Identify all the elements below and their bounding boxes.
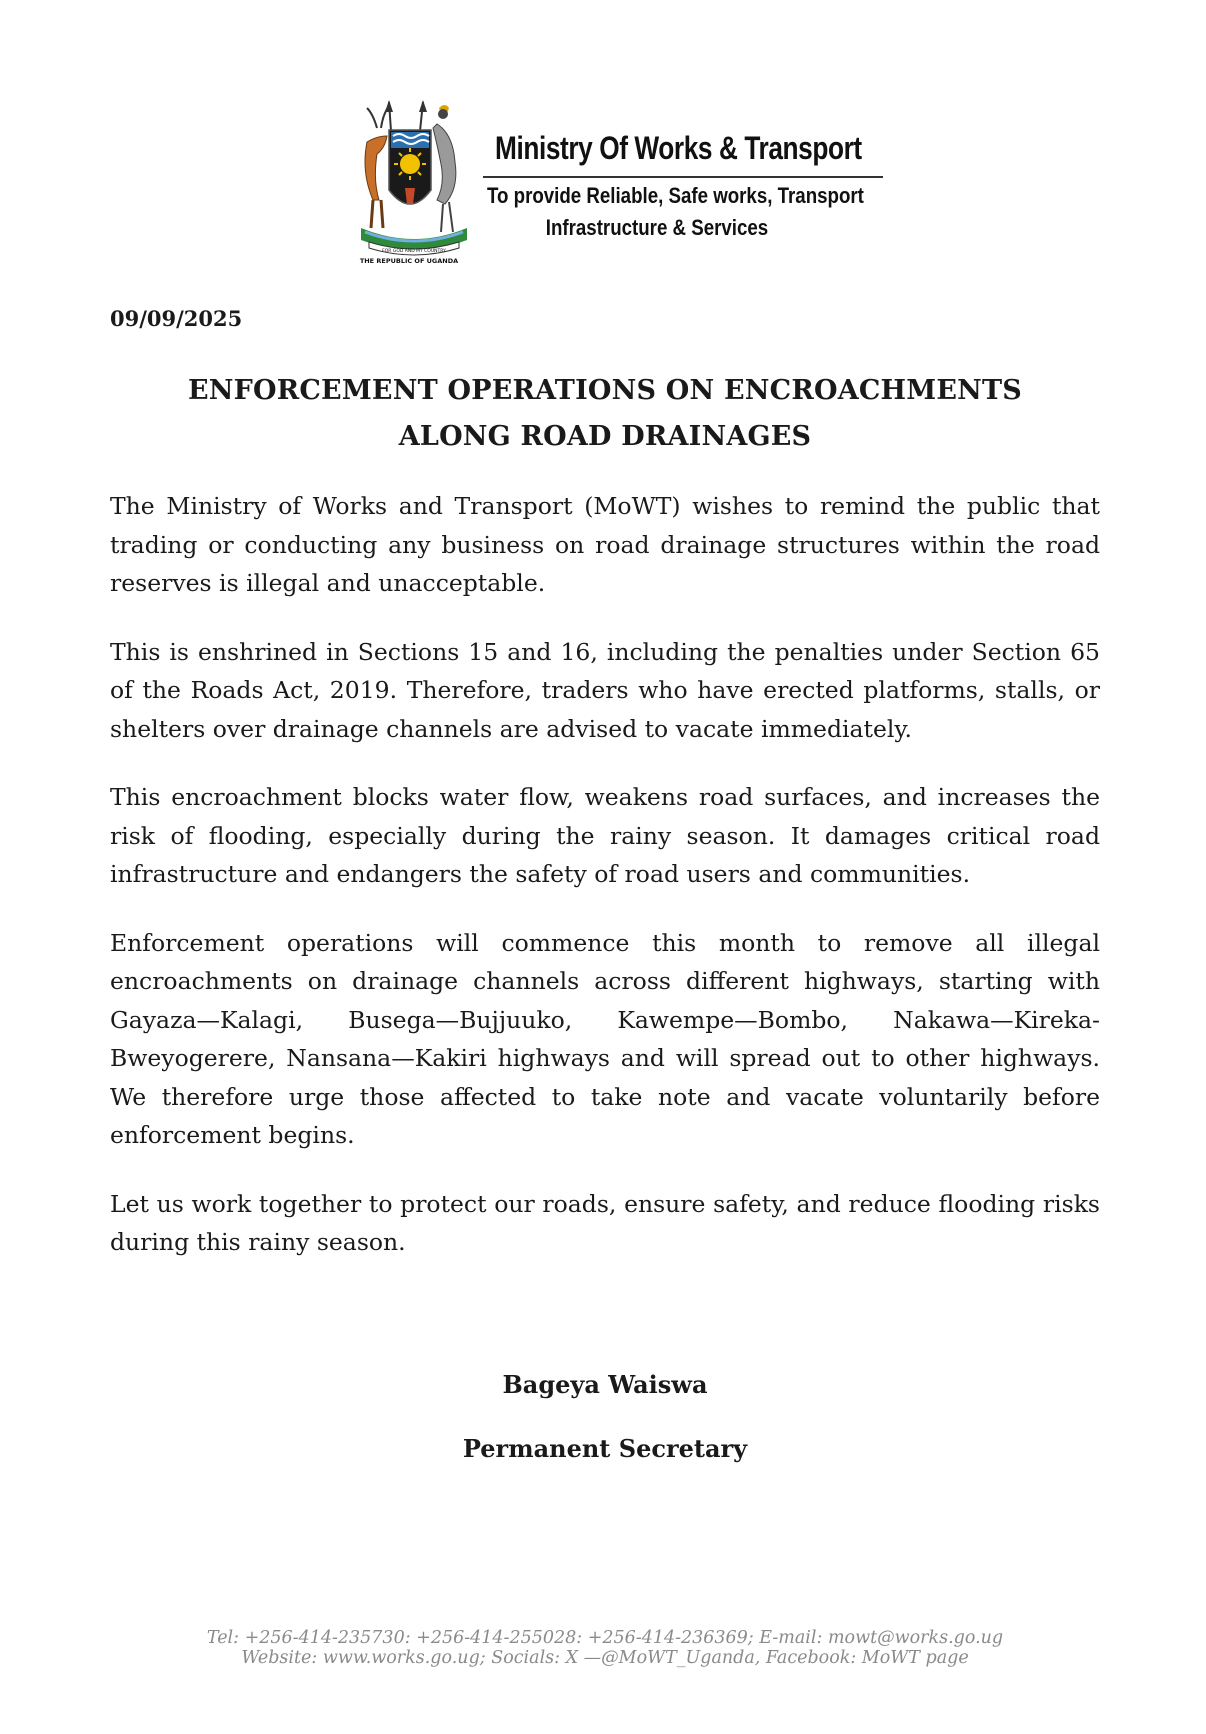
letterhead	[355, 100, 875, 265]
footer-contacts: Tel: +256-414-235730: +256-414-255028: +256-414-236369; E-mail: mowt@works.go.ug	[206, 1628, 1004, 1648]
document-date: 09/09/2025	[110, 306, 243, 331]
signatory-role: Permanent Secretary	[462, 1434, 748, 1463]
paragraph: Enforcement operations will commence this month to remove all illegal encroachments on drainage channels across different highways, starting with Gayaza—Kalagi, Busega—Bujjuuko, Kawempe—Bombo, Nakawa—Kireka-Bweyogerere, Nansana—Kakiri highways and will spread out to other highways. We therefore urge those affected to take note and vacate voluntarily before enforcement begins.	[110, 928, 1100, 1149]
emblem-motto: FOR GOD AND MY COUNTRY	[382, 249, 446, 254]
document-body	[110, 487, 1100, 1292]
title-line-1: ENFORCEMENT OPERATIONS ON ENCROACHMENTS	[187, 375, 1023, 406]
signatory-name: Bageya Waiswa	[502, 1370, 708, 1399]
emblem-caption: THE REPUBLIC OF UGANDA	[359, 257, 459, 265]
contact-footer	[110, 1628, 1100, 1668]
paragraph: Let us work together to protect our roads, ensure safety, and reduce flooding risks during this rainy season.	[110, 1189, 1100, 1256]
ministry-motto	[487, 180, 864, 244]
letterhead-divider	[483, 176, 883, 178]
motto-line-1: To provide Reliable, Safe works, Transport	[487, 183, 864, 208]
paragraph: This encroachment blocks water flow, weakens road surfaces, and increases the risk of flooding, especially during the rainy season. It damages critical road infrastructure and endangers the safety of road users and communities.	[110, 783, 1100, 888]
motto-line-2: Infrastructure & Services	[545, 215, 769, 240]
footer-web-socials: Website: www.works.go.ug; Socials: X —@MoWT_Uganda, Facebook: MoWT page	[241, 1648, 969, 1668]
paragraph: The Ministry of Works and Transport (MoWT) wishes to remind the public that trading or conducting any business on road drainage structures within the road reserves is illegal and unacceptable.	[110, 492, 1100, 597]
uganda-coat-of-arms-icon	[355, 100, 473, 265]
document-title	[110, 368, 1100, 460]
ministry-name: Ministry Of Works & Transport	[495, 130, 862, 166]
title-line-2: ALONG ROAD DRAINAGES	[398, 421, 812, 452]
paragraph: This is enshrined in Sections 15 and 16, including the penalties under Section 65 of the Roads Act, 2019. Therefore, traders who have erected platforms, stalls, or shelters over drainage channels are advised to vacate immediately.	[110, 637, 1100, 743]
